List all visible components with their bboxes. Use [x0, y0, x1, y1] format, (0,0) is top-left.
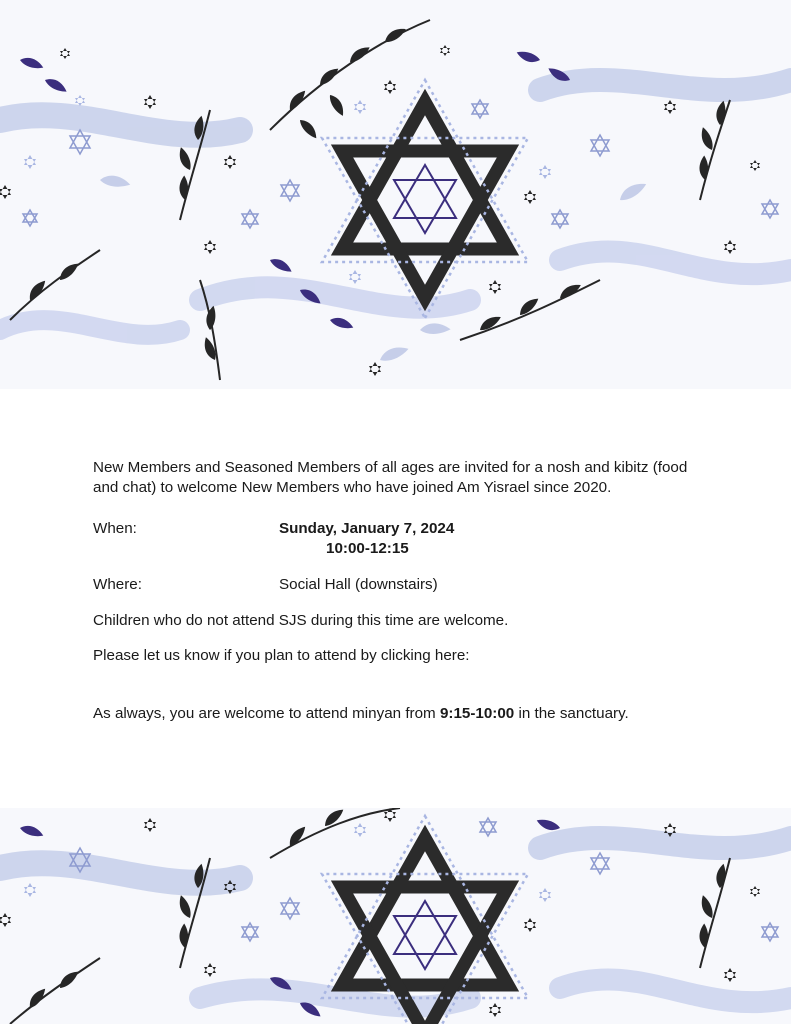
intro-paragraph: New Members and Seasoned Members of all ages are invited for a nosh and kibitz (food and chat) to welcome New Members who have joined Am Yisrael since 2020. [93, 459, 688, 496]
event-location: Social Hall (downstairs) [279, 576, 438, 593]
star-of-david-foliage-icon [0, 808, 791, 1024]
where-row [93, 575, 703, 595]
where-label: Where: [93, 576, 142, 593]
when-label: When: [93, 520, 137, 537]
event-time: 10:00-12:15 [326, 540, 409, 557]
minyan-note [93, 704, 703, 724]
children-note: Children who do not attend SJS during this time are welcome. [93, 612, 509, 629]
minyan-time: 9:15-10:00 [439, 705, 515, 722]
top-decorative-banner [0, 0, 791, 389]
event-date: Sunday, January 7, 2024 [279, 520, 455, 537]
minyan-text-after: in the sanctuary. [514, 705, 629, 722]
rsvp-link[interactable]: Please let us know if you plan to attend by clicking here: [93, 646, 470, 664]
invitation-body [93, 458, 703, 724]
bottom-decorative-banner [0, 808, 791, 1024]
star-of-david-foliage-icon [0, 0, 791, 389]
minyan-text-before: As always, you are welcome to attend minyan from [93, 705, 440, 722]
when-row [93, 519, 703, 561]
